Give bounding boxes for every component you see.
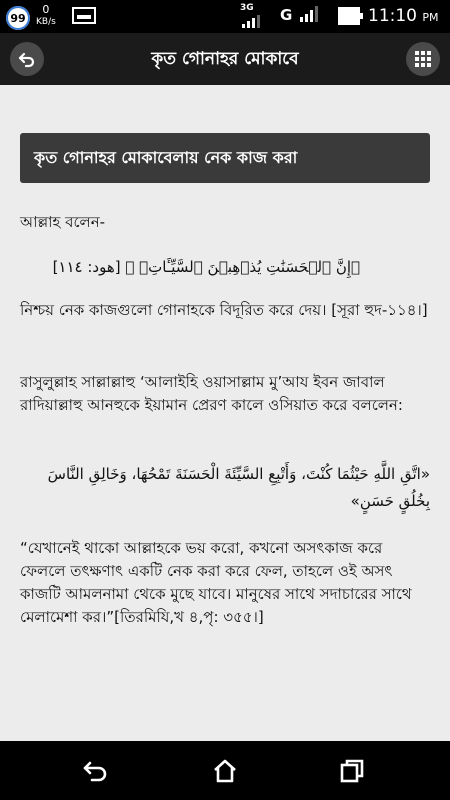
nav-home-icon <box>211 757 239 785</box>
back-arrow-icon <box>18 50 36 68</box>
quran-arabic: ﴿إِنَّ ٱلۡحَسَنَٰتِ يُذۡهِبۡنَ ٱلسَّيِّـَٔاتِۚ ﴾ [هود: ١١٤] <box>52 258 360 276</box>
app-header <box>0 33 450 85</box>
notification-badge: 99 <box>6 6 30 30</box>
system-nav-bar <box>0 741 450 800</box>
nav-recents-icon <box>338 757 366 785</box>
clock-time: 11:10 <box>368 6 417 26</box>
grid-menu-button[interactable] <box>406 42 440 76</box>
battery-icon <box>338 7 360 25</box>
article-content[interactable] <box>0 85 450 741</box>
nav-back-icon <box>82 757 110 785</box>
hadith-intro: রাসুলুল্লাহ সাল্লাল্লাহু ‘আলাইহি ওয়াসাল্লাম মু’আয ইবন জাবাল রাদিয়াল্লাহু আনহুকে ইয়ামান প্রেরণ কালে ওসিয়াত করে বললেন: <box>20 373 403 414</box>
image-notification-icon <box>72 7 96 24</box>
hadith-translation: “যেখানেই থাকো আল্লাহকে ভয় করো, কখনো অসৎকাজ করে ফেললে তৎক্ষণাৎ একটি নেক করা করে ফেল, তাহলে ওই অসৎ কাজটি আমলনামা থেকে মুছে যাবে। মানুষের সাথে সদাচারের সাথে মেলামেশা কর।”[তিরমিযি,খ ৪,পৃ: ৩৫৫।] <box>20 539 412 626</box>
clock-ampm: PM <box>422 11 439 24</box>
back-button[interactable] <box>10 42 44 76</box>
speed-value: 0 <box>42 3 50 16</box>
network-speed <box>36 3 56 29</box>
signal-strength-icon <box>242 12 260 28</box>
quran-translation: নিশ্চয় নেক কাজগুলো গোনাহকে বিদূরিত করে দেয়। [সূরা হুদ-১১৪।] <box>20 301 428 319</box>
grid-menu-icon <box>415 51 431 67</box>
status-bar <box>0 0 450 33</box>
network-type-g: G <box>280 6 293 24</box>
clock <box>368 6 439 26</box>
section-title: কৃত গোনাহর মোকাবেলায় নেক কাজ করা <box>20 133 430 183</box>
nav-recents-button[interactable] <box>338 757 366 785</box>
page-title: কৃত গোনাহর মোকাবে <box>151 49 299 69</box>
signal-strength-2-icon <box>300 6 318 22</box>
hadith-arabic: «اتَّقِ اللَّهِ حَيْثُمَا كُنْتَ، وَأَتْبِعِ السَّيِّئَةَ الْحَسَنَةَ تَمْحُهَا، وَخَالِقِ النَّاسَ بِخُلُقٍ حَسَنٍ» <box>47 465 430 510</box>
speed-unit: KB/s <box>36 17 56 27</box>
allah-says: আল্লাহ বলেন- <box>20 213 106 231</box>
nav-back-button[interactable] <box>82 757 110 785</box>
nav-home-button[interactable] <box>211 757 239 785</box>
network-type-3g: 3G <box>240 3 254 13</box>
